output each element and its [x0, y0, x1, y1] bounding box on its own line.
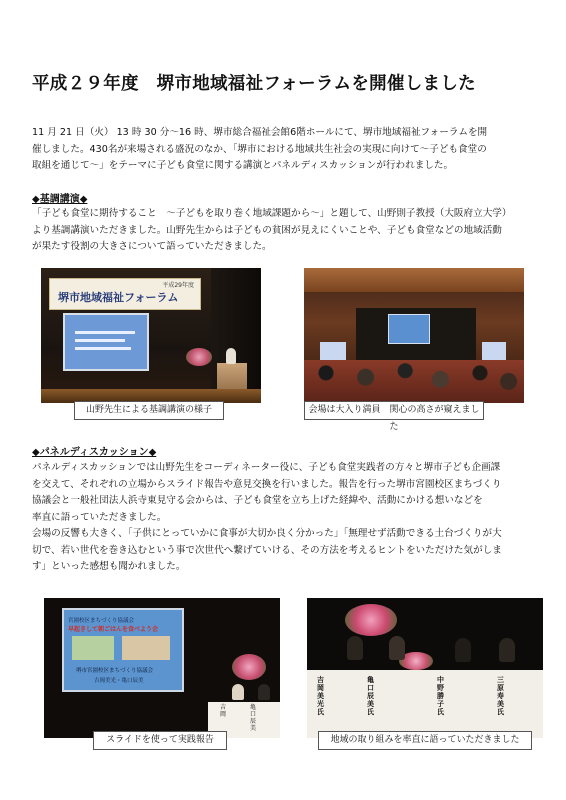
hall-screen-left — [320, 342, 346, 360]
panel-line: 会場の反響も大きく、「子供にとっていかに食事が大切か良く分かった」「無理せず活動できる土台づくりが大 — [32, 528, 502, 539]
name-placard: 三原寿美氏 — [497, 676, 504, 716]
intro-line: 取組を通じて～」をテーマに子ども食堂に関する講演とパネルディスカッションが行われました。 — [32, 160, 454, 171]
page-title: 平成２９年度 堺市地域福祉フォーラムを開催しました — [32, 74, 476, 94]
panelist-figure — [389, 636, 405, 660]
name-placard: 吉岡美光氏 — [317, 676, 324, 716]
slide-report-photo — [44, 598, 280, 738]
panel-line: 協議会と一般社団法人浜寺東見守る会からは、子ども食堂を立ち上げた経緯や、活動にかける想いなどを — [32, 495, 483, 506]
panel-line: す」といった感想も聞かれました。 — [32, 561, 186, 572]
panelist-figure — [232, 684, 244, 700]
intro-line: 催しました。430名が来場される盛況のなか、「堺市における地域共生社会の実現に向けて～子ども食堂の — [32, 143, 487, 155]
flower-arrangement — [186, 348, 212, 366]
slide-text-bar — [75, 339, 125, 342]
name-placard: 亀口辰美氏 — [367, 676, 374, 716]
flower-arrangement — [232, 654, 266, 680]
projection-screen — [63, 313, 149, 371]
intro-line: 11 月 21 日（火） 13 時 30 分～16 時、堺市総合福祉会館6階ホールにて、堺市地域福祉フォーラムを開 — [32, 127, 488, 138]
slide-subtitle: 早起きして朝ごはんを食べよう会 — [68, 626, 159, 633]
panelists-caption: 地域の取り組みを率直に語っていただきました — [318, 731, 532, 750]
panel-line: 率直に語っていただきました。 — [32, 511, 167, 523]
slide-text-bar — [75, 331, 135, 334]
keynote-heading: ◆基調講演◆ — [32, 194, 88, 205]
panel-paragraph — [32, 460, 542, 576]
panelist-figure — [347, 636, 363, 660]
panelists-photo — [307, 598, 543, 738]
name-placard: 亀口辰美 — [250, 704, 257, 732]
slide-image — [122, 636, 170, 660]
hall-photo-caption: 会場は大入り満員 関心の高さが窺えました — [304, 401, 484, 420]
slide-image — [72, 636, 114, 660]
keynote-photo-caption: 山野先生による基調講演の様子 — [74, 401, 224, 420]
panelist-figure — [499, 638, 515, 662]
panel-heading: ◆パネルディスカッション◆ — [32, 447, 157, 458]
report-slide — [62, 608, 184, 692]
panelist-figure — [455, 638, 471, 662]
name-placard: 中野勝子氏 — [437, 676, 444, 716]
banner-text: 堺市地域福祉フォーラム — [58, 291, 179, 304]
slide-report-caption: スライドを使って実践報告 — [93, 731, 227, 750]
slide-names: 吉岡美光・亀口辰美 — [94, 678, 144, 684]
panelist-figure — [258, 684, 270, 700]
hall-photo — [304, 268, 524, 403]
keynote-paragraph — [32, 206, 542, 256]
slide-title: 宮園校区まちづくり協議会 — [68, 618, 134, 624]
hall-projection-screen — [388, 314, 430, 344]
hall-ceiling — [304, 268, 524, 292]
keynote-photo — [41, 268, 261, 403]
panel-line: パネルディスカッションでは山野先生をコーディネーター役に、子ども食堂実践者の方々と堺市子ども企画課 — [32, 462, 501, 473]
banner-small-text: 平成29年度 — [162, 282, 194, 289]
audience — [304, 360, 524, 403]
slide-text-bar — [75, 347, 131, 350]
keynote-line: が果たす役割の大きさについて語っていただきました。 — [32, 241, 272, 252]
flower-arrangement — [345, 604, 397, 636]
slide-org: 堺市宮園校区まちづくり協議会 — [76, 668, 153, 674]
intro-paragraph — [32, 125, 542, 175]
panel-line: を交えて、それぞれの立場からスライド報告や意見交換を行いました。報告を行った堺市宮園校区まちづくり — [32, 478, 502, 490]
hall-screen-right — [482, 342, 506, 360]
keynote-line: より基調講演いただきました。山野先生からは子どもの貧困が見えにくいことや、子ども食堂などの地域活動 — [32, 224, 502, 236]
keynote-line: 「子ども食堂に期待すること ～子どもを取り巻く地域課題から～」と題して、山野則子教授（大阪府立大学） — [32, 208, 512, 219]
panel-line: 切で、若い世代を巻き込むという事で次世代へ繋げていける、その方法を考えるヒントをいただけた気がしま — [32, 544, 502, 556]
name-placard: 吉岡 — [220, 704, 227, 718]
speaker-figure — [226, 348, 236, 364]
stage-banner — [49, 278, 201, 310]
